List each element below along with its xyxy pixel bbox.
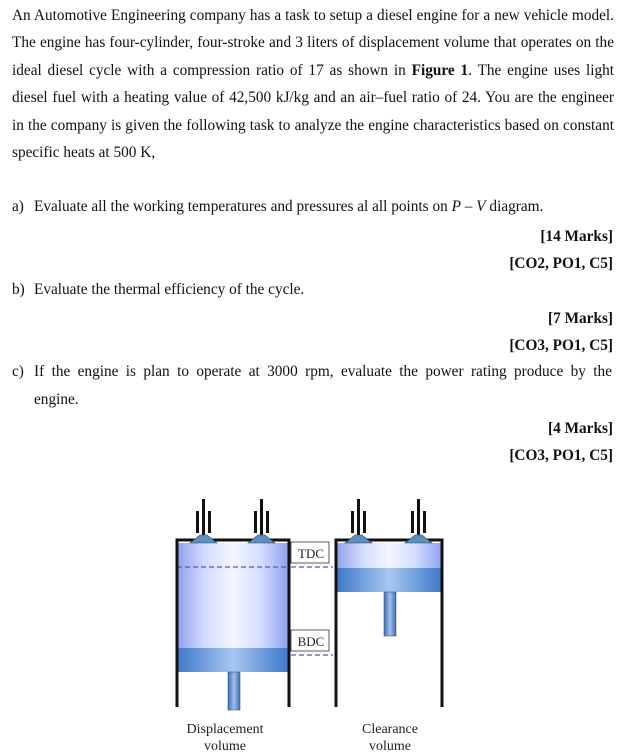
- intro-text-2: . The engine uses light diesel fuel with a heating value of 42,500 kJ/kg and an air–fuel ratio of 24. You are the engineer in the company is given the following task to analyze the engine characteristics based on constant specific heats at 500 K,: [12, 61, 615, 162]
- right-valve-guide-a: [351, 511, 354, 533]
- question-c-text-1: If the engine is plan to operate at 3000 rpm, evaluate the power rating produce by the: [34, 363, 612, 380]
- left-exhaust-valve-stem: [260, 499, 263, 540]
- question-b-label: b): [12, 281, 25, 298]
- figure-reference: Figure 1: [411, 61, 469, 79]
- caption-left-line1: Displacement: [186, 722, 264, 737]
- right-valve-guide-c: [411, 511, 414, 533]
- question-c-cont: [12, 386, 614, 413]
- question-a-marks: [14 Marks]: [540, 228, 613, 245]
- question-b-text: Evaluate the thermal efficiency of the cycle.: [34, 281, 305, 298]
- left-intake-valve-stem: [202, 499, 205, 540]
- caption-right-line1: Clearance: [362, 722, 418, 737]
- right-clearance-gas: [336, 543, 442, 568]
- pv-separator: –: [460, 198, 477, 215]
- question-b-marks: [7 Marks]: [548, 310, 613, 327]
- tdc-label: TDC: [298, 546, 324, 561]
- left-valve-guide-b: [208, 511, 211, 533]
- bdc-label: BDC: [297, 634, 325, 649]
- intro-text-1: An Automotive Engineering company has a task to setup a diesel engine for a new vehicle model. The engine has four-cylinder, four-stroke and 3 liters of displacement volume that operates on the ideal diesel cycle with a compression ratio of 17 as shown in: [12, 7, 614, 79]
- cylinder-diagram: [0, 485, 639, 756]
- pv-p-symbol: P: [451, 198, 461, 215]
- right-valve-guide-d: [423, 511, 426, 533]
- right-intake-valve-stem: [357, 499, 360, 540]
- question-c-label: c): [12, 363, 24, 380]
- caption-right-line2: volume: [369, 739, 411, 754]
- question-a-label: a): [12, 198, 24, 215]
- question-c: [12, 358, 614, 385]
- left-valve-guide-c: [254, 511, 257, 533]
- left-connecting-rod: [228, 672, 240, 710]
- question-b: [12, 276, 614, 303]
- question-c-marks: [4 Marks]: [548, 420, 613, 437]
- question-c-text-2: engine.: [34, 391, 79, 408]
- right-valve-guide-b: [363, 511, 366, 533]
- question-a-text-1: Evaluate all the working temperatures and pressures al all points on: [34, 198, 452, 215]
- engine-cylinder-figure: [0, 485, 639, 756]
- question-b-outcomes: [CO3, PO1, C5]: [509, 337, 613, 354]
- question-a: [12, 193, 614, 220]
- right-cylinder: [336, 499, 442, 707]
- pv-v-symbol: V: [476, 198, 486, 215]
- left-valve-guide-a: [196, 511, 199, 533]
- right-exhaust-valve-stem: [417, 499, 420, 540]
- left-valve-guide-d: [266, 511, 269, 533]
- right-connecting-rod: [384, 592, 396, 636]
- question-a-outcomes: [CO2, PO1, C5]: [509, 255, 613, 272]
- right-piston: [336, 568, 442, 592]
- caption-clearance-volume: [340, 721, 440, 755]
- left-cylinder: [177, 499, 289, 710]
- problem-intro: [12, 2, 614, 166]
- left-piston: [177, 648, 289, 672]
- caption-left-line2: volume: [204, 739, 246, 754]
- question-a-text-2: diagram.: [485, 198, 544, 215]
- caption-displacement-volume: [170, 721, 280, 755]
- question-c-outcomes: [CO3, PO1, C5]: [509, 447, 613, 464]
